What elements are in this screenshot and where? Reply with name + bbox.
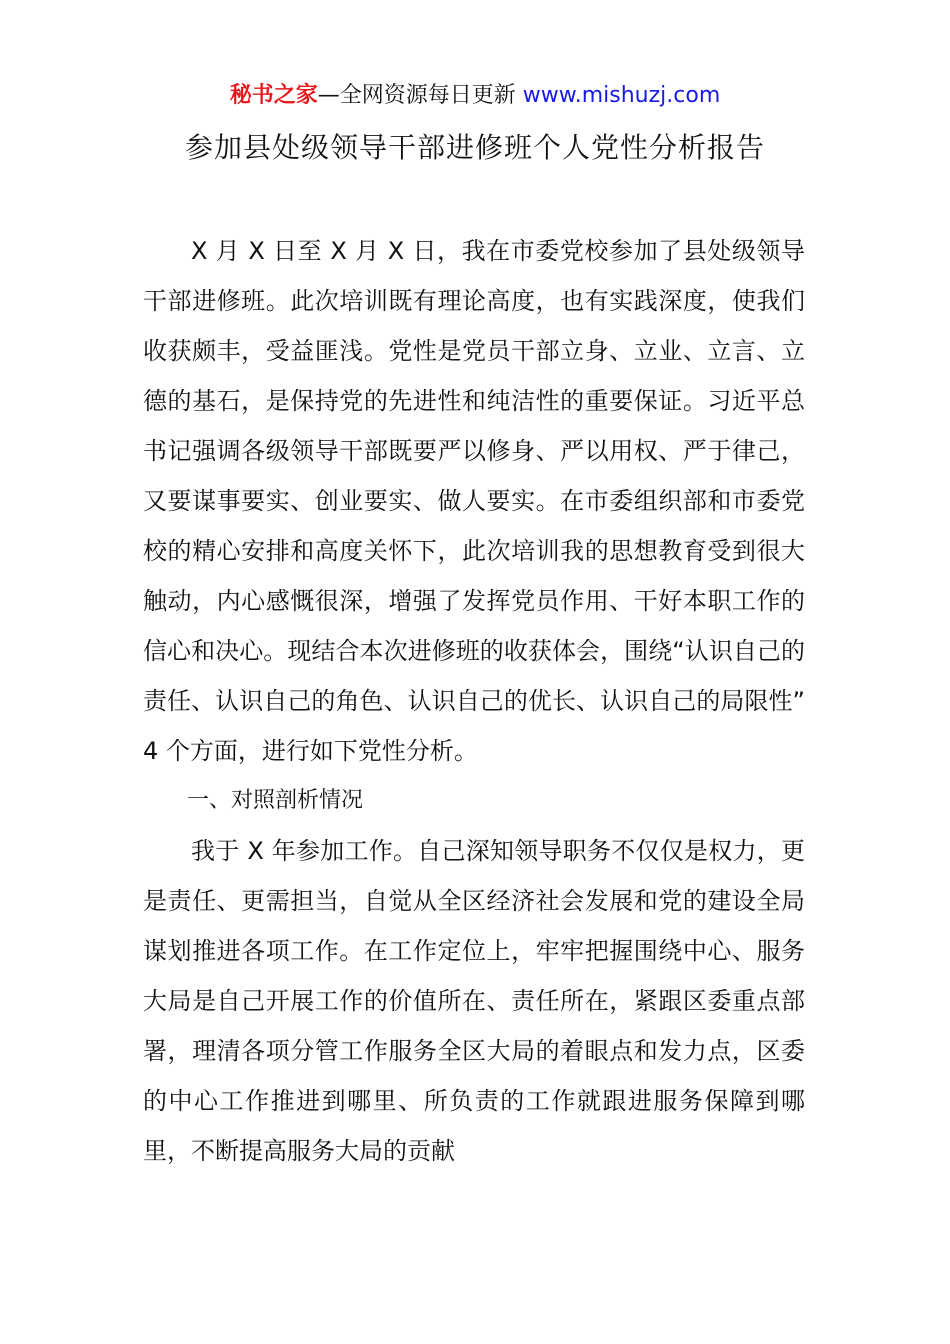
- site-slogan: —全网资源每日更新: [317, 83, 516, 108]
- site-url-link[interactable]: www.mishuzj.com: [522, 83, 721, 108]
- document-title: 参加县处级领导干部进修班个人党性分析报告: [184, 131, 765, 164]
- document-body: [143, 226, 805, 1176]
- site-brand: 秘书之家: [229, 83, 318, 108]
- site-header: [0, 82, 950, 110]
- body-paragraph: X 月 X 日至 X 月 X 日，我在市委党校参加了县处级领导干部进修班。此次培训既有理论高度，也有实践深度，使我们收获颇丰，受益匪浅。党性是党员干部立身、立业、立言、立德的基石，是保持党的先进性和纯洁性的重要保证。习近平总书记强调各级领导干部既要严以修身、严以用权、严于律己，又要谋事要实、创业要实、做人要实。在市委组织部和市委党校的精心安排和高度关怀下，此次培训我的思想教育受到很大触动，内心感慨很深，增强了发挥党员作用、干好本职工作的信心和决心。现结合本次进修班的收获体会，围绕“认识自己的责任、认识自己的角色、认识自己的优长、认识自己的局限性” 4 个方面，进行如下党性分析。: [143, 237, 805, 765]
- section-heading: 一、对照剖析情况: [187, 788, 364, 813]
- body-paragraph: 我于 X 年参加工作。自己深知领导职务不仅仅是权力，更是责任、更需担当，自觉从全区经济社会发展和党的建设全局谋划推进各项工作。在工作定位上，牢牢把握围绕中心、服务大局是自己开展工作的价值所在、责任所在，紧跟区委重点部署，理清各项分管工作服务全区大局的着眼点和发力点，区委的中心工作推进到哪里、所负责的工作就跟进服务保障到哪里，不断提高服务大局的贡献: [143, 837, 805, 1165]
